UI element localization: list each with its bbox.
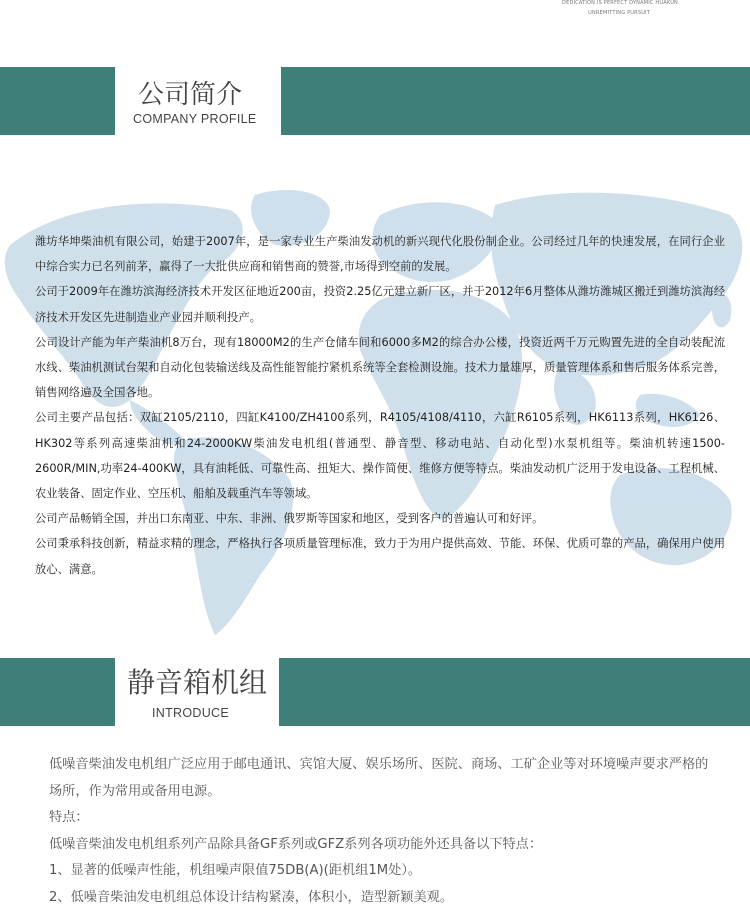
company-profile-subtitle: COMPANY PROFILE xyxy=(133,112,257,126)
header-tagline xyxy=(0,0,750,18)
paragraph: 低噪音柴油发电机组系列产品除具备GF系列或GFZ系列各项功能外还具备以下特点： xyxy=(49,832,719,859)
tagline-line-2: UNREMITTING PURSUIT xyxy=(0,8,750,18)
paragraph: 公司设计产能为年产柴油机8万台，现有18000M2的生产仓储车间和6000多M2的综合办公楼，投资近两千万元购置先进的全自动装配流水线、柴油机测试台架和自动化包装输送线及高性能智能拧紧机系统等全套检测设施。技术力量雄厚，质量管理体系和售后服务体系完善，销售网络遍及全国各地。 xyxy=(35,330,725,406)
paragraph: 公司于2009年在潍坊滨海经济技术开发区征地近200亩，投资2.25亿元建立新厂区，并于2012年6月整体从潍坊潍城区搬迁到潍坊滨海经济技术开发区先进制造业产业园并顺利投产。 xyxy=(35,279,725,329)
paragraph: 公司产品畅销全国，并出口东南亚、中东、非洲、俄罗斯等国家和地区，受到客户的普遍认可和好评。 xyxy=(35,506,725,531)
introduce-text xyxy=(49,752,719,911)
paragraph: 公司秉承科技创新，精益求精的理念，严格执行各项质量管理标准，致力于为用户提供高效、节能、环保、优质可靠的产品，确保用户使用放心、满意。 xyxy=(35,531,725,581)
tagline-line-1: DEDICATION IS PERFECT DYNAMIC HUAKUN xyxy=(0,0,750,8)
company-profile-title: 公司简介 xyxy=(138,74,242,111)
paragraph: 1、显著的低噪声性能，机组噪声限值75DB(A)(距机组1M处）。 xyxy=(49,858,719,885)
introduce-subtitle: INTRODUCE xyxy=(152,706,229,720)
paragraph: 公司主要产品包括：双缸2105/2110，四缸K4100/ZH4100系列，R4105/4108/4110，六缸R6105系列，HK6113系列，HK6126、HK302等系列高速柴油机和24-2000KW柴油发电机组(普通型、静音型、移动电站、自动化型)水泵机组等。柴油机转速1500-2600R/MIN,功率24-400KW，具有油耗低、可靠性高、扭矩大、操作简便、维修方便等特点。柴油发动机广泛用于发电设备、工程机械、农业装备、固定作业、空压机、船舶及载重汽车等领域。 xyxy=(35,405,725,506)
paragraph: 特点： xyxy=(49,805,719,832)
company-profile-band xyxy=(0,67,750,135)
paragraph: 2、低噪音柴油发电机组总体设计结构紧凑，体积小，造型新颖美观。 xyxy=(49,885,719,911)
introduce-title: 静音箱机组 xyxy=(127,661,267,701)
paragraph: 潍坊华坤柴油机有限公司，始建于2007年，是一家专业生产柴油发动机的新兴现代化股份制企业。公司经过几年的快速发展，在同行企业中综合实力已名列前茅，赢得了一大批供应商和销售商的赞誉,市场得到空前的发展。 xyxy=(35,229,725,279)
paragraph: 低噪音柴油发电机组广泛应用于邮电通讯、宾馆大厦、娱乐场所、医院、商场、工矿企业等对环境噪声要求严格的场所，作为常用或备用电源。 xyxy=(49,752,719,805)
introduce-band xyxy=(0,658,750,726)
company-profile-text xyxy=(35,229,725,582)
